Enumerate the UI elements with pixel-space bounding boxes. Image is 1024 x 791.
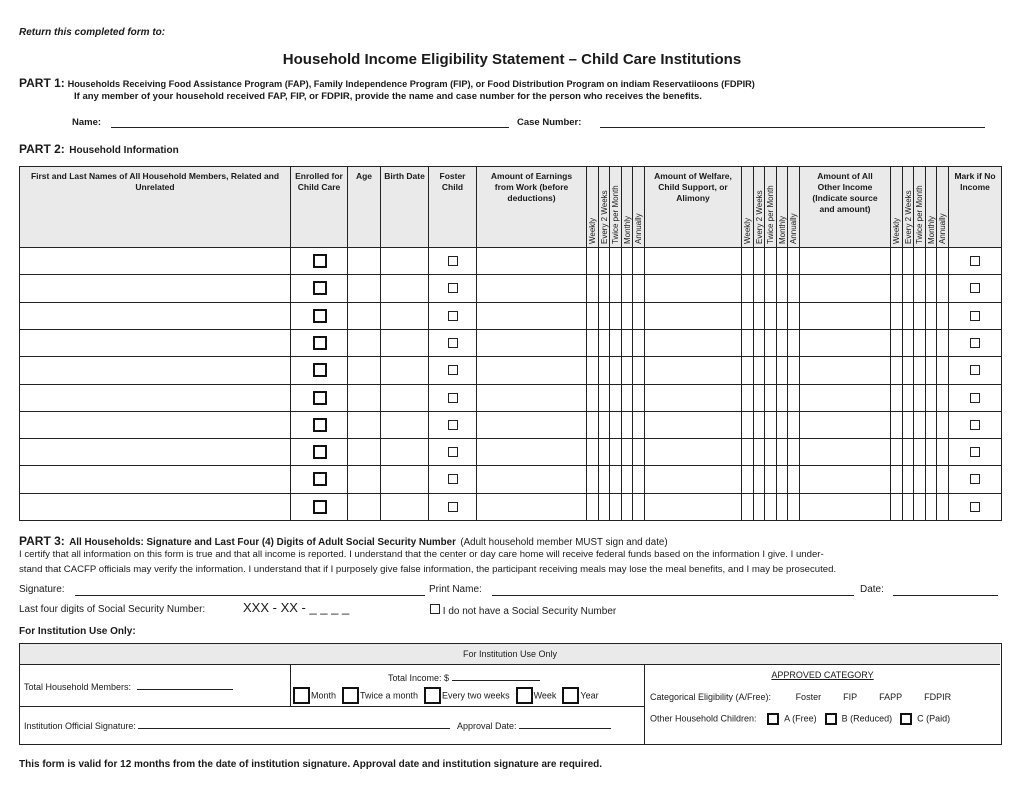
- no-income-checkbox[interactable]: [970, 365, 980, 375]
- other-children-option-label: B (Reduced): [841, 714, 893, 724]
- col-header-age: Age: [348, 167, 381, 247]
- official-signature-cell: [20, 707, 645, 744]
- member-name-cell[interactable]: [23, 277, 288, 298]
- other-children-option-2[interactable]: [900, 713, 950, 723]
- part1-heading-line: [19, 76, 755, 90]
- income-period-label: Month: [311, 690, 337, 701]
- foster-checkbox[interactable]: [448, 365, 458, 375]
- certification-line-2: stand that CACFP officials may verify the information. I understand that if I purposely give false information, the participant receiving meals may lose the meal benefits, and I may be prosecuted.: [19, 564, 837, 575]
- freq-label-welfare-2: Twice per Month: [766, 185, 776, 244]
- foster-checkbox[interactable]: [448, 393, 458, 403]
- freq-label-earnings-1: Every 2 Weeks: [599, 190, 609, 244]
- household-table: [19, 166, 1002, 521]
- table-row-divider: [20, 438, 1001, 439]
- other-children-label: Other Household Children:: [650, 713, 757, 724]
- name-label: Name:: [72, 117, 102, 128]
- total-income-label: Total Income: $: [388, 673, 450, 683]
- categorical-option-3[interactable]: FDPIR: [924, 692, 952, 702]
- col-header-earnings: Amount of Earnings from Work (before deductions): [477, 167, 587, 247]
- foster-checkbox[interactable]: [448, 311, 458, 321]
- freq-header-earnings-1: [599, 167, 611, 247]
- no-ssn-checkbox[interactable]: [430, 604, 440, 614]
- income-period-0[interactable]: [293, 687, 336, 704]
- member-name-cell[interactable]: [23, 332, 288, 353]
- form-title: Household Income Eligibility Statement – Child Care Institutions: [282, 51, 742, 68]
- enrolled-checkbox[interactable]: [313, 445, 327, 459]
- member-name-cell[interactable]: [23, 305, 288, 326]
- foster-checkbox[interactable]: [448, 338, 458, 348]
- official-signature-label: Institution Official Signature:: [24, 721, 136, 731]
- freq-header-welfare-1: [754, 167, 766, 247]
- enrolled-checkbox[interactable]: [313, 472, 327, 486]
- no-income-checkbox[interactable]: [970, 447, 980, 457]
- official-signature-field[interactable]: [138, 728, 450, 729]
- freq-header-earnings-4: [633, 167, 645, 247]
- col-header-welfare: Amount of Welfare, Child Support, or Alimony: [645, 167, 742, 247]
- categorical-eligibility-label: Categorical Eligibility (A/Free):: [650, 692, 772, 702]
- total-income-row: [388, 673, 540, 683]
- freq-label-welfare-0: Weekly: [743, 217, 752, 244]
- freq-label-earnings-2: Twice per Month: [611, 185, 621, 244]
- certification-line-1: I certify that all information on this form is true and that all income is reported. I understand that the center or day care home will receive federal funds based on the information I give. I under-: [19, 549, 824, 560]
- no-income-checkbox[interactable]: [970, 420, 980, 430]
- categorical-option-2[interactable]: FAPP: [879, 692, 903, 702]
- part2-heading-line: [19, 140, 179, 158]
- categorical-option-0[interactable]: Foster: [795, 692, 822, 702]
- approved-category-cell: [645, 665, 1000, 744]
- part3-label: PART 3:: [19, 534, 65, 548]
- col-header-enrolled: Enrolled for Child Care: [291, 167, 348, 247]
- freq-label-other-4: Annually: [938, 213, 948, 244]
- income-period-options: [293, 687, 605, 704]
- income-period-checkbox[interactable]: [424, 687, 441, 704]
- income-period-3[interactable]: [516, 687, 557, 704]
- approval-date-label: Approval Date:: [456, 721, 517, 731]
- freq-label-other-3: Monthly: [926, 215, 936, 244]
- freq-header-welfare-4: [788, 167, 800, 247]
- table-row-divider: [20, 247, 1001, 248]
- other-children-option-1[interactable]: [825, 713, 893, 723]
- categorical-eligibility-row: [650, 692, 951, 702]
- income-period-checkbox[interactable]: [342, 687, 359, 704]
- freq-label-other-0: Weekly: [892, 217, 901, 244]
- income-period-4[interactable]: [562, 687, 598, 704]
- household-members-label: Total Household Members:: [24, 682, 132, 692]
- col-header-other-income: Amount of All Other Income (Indicate source and amount): [800, 167, 891, 247]
- other-children-option-0[interactable]: [767, 713, 817, 723]
- other-children-option-label: C (Paid): [917, 714, 951, 724]
- case-number-label: Case Number:: [517, 117, 582, 128]
- signature-label: Signature:: [19, 584, 65, 595]
- other-children-checkbox[interactable]: [825, 713, 837, 725]
- table-row-divider: [20, 356, 1001, 357]
- member-name-cell[interactable]: [23, 441, 288, 462]
- enrolled-checkbox[interactable]: [313, 309, 327, 323]
- case-number-field[interactable]: [600, 127, 985, 128]
- table-row-divider: [20, 384, 1001, 385]
- foster-checkbox[interactable]: [448, 420, 458, 430]
- income-period-2[interactable]: [424, 687, 510, 704]
- col-header-birth-date: Birth Date: [381, 167, 429, 247]
- total-income-field[interactable]: [452, 680, 540, 681]
- total-income-cell: [291, 665, 645, 707]
- enrolled-checkbox[interactable]: [313, 254, 327, 268]
- no-ssn-label: I do not have a Social Security Number: [442, 606, 617, 617]
- enrolled-checkbox[interactable]: [313, 391, 327, 405]
- no-income-checkbox[interactable]: [970, 283, 980, 293]
- income-period-label: Every two weeks: [442, 690, 510, 701]
- no-income-checkbox[interactable]: [970, 502, 980, 512]
- freq-header-other-3: [926, 167, 938, 247]
- date-field[interactable]: [893, 595, 998, 596]
- freq-label-earnings-0: Weekly: [588, 217, 597, 244]
- enrolled-checkbox[interactable]: [313, 363, 327, 377]
- signature-field[interactable]: [75, 595, 425, 596]
- member-name-cell[interactable]: [23, 468, 288, 489]
- freq-label-earnings-3: Monthly: [622, 215, 632, 244]
- no-ssn-option[interactable]: [430, 604, 616, 617]
- table-row-divider: [20, 411, 1001, 412]
- part3-heading-line: [19, 532, 668, 550]
- institution-box-header: For Institution Use Only: [20, 644, 1000, 665]
- freq-header-earnings-2: [610, 167, 622, 247]
- freq-header-welfare-3: [777, 167, 789, 247]
- income-period-1[interactable]: [342, 687, 418, 704]
- no-income-checkbox[interactable]: [970, 474, 980, 484]
- table-row-divider: [20, 302, 1001, 303]
- freq-label-welfare-3: Monthly: [777, 215, 787, 244]
- institution-section-title: For Institution Use Only:: [19, 626, 136, 637]
- part3-heading: All Households: Signature and Last Four (4) Digits of Adult Social Security Number: [69, 537, 456, 548]
- no-income-checkbox[interactable]: [970, 256, 980, 266]
- col-header-names: First and Last Names of All Household Members, Related and Unrelated: [20, 167, 291, 247]
- table-row-divider: [20, 274, 1001, 275]
- other-children-row: [650, 713, 950, 725]
- print-name-label: Print Name:: [429, 584, 482, 595]
- institution-box: [19, 643, 1002, 745]
- freq-header-other-4: [937, 167, 949, 247]
- name-field[interactable]: [111, 127, 509, 128]
- income-period-checkbox[interactable]: [516, 687, 533, 704]
- part1-heading: Households Receiving Food Assistance Program (FAP), Family Independence Program (FIP), or Food Distribution Program on indiam Reservatiioons (FDPIR): [67, 79, 755, 89]
- freq-header-other-2: [914, 167, 926, 247]
- table-row-divider: [20, 465, 1001, 466]
- part2-heading: Household Information: [69, 145, 179, 156]
- no-income-checkbox[interactable]: [970, 393, 980, 403]
- income-period-label: Twice a month: [360, 690, 419, 701]
- member-name-cell[interactable]: [23, 496, 288, 517]
- enrolled-checkbox[interactable]: [313, 500, 327, 514]
- freq-label-other-2: Twice per Month: [915, 185, 925, 244]
- part1-label: PART 1:: [19, 76, 65, 90]
- foster-checkbox[interactable]: [448, 502, 458, 512]
- household-members-field[interactable]: [137, 689, 233, 690]
- member-name-cell[interactable]: [23, 359, 288, 380]
- household-members-cell: [20, 665, 291, 707]
- freq-header-other-1: [903, 167, 915, 247]
- freq-header-other-0: [891, 167, 903, 247]
- other-children-checkbox[interactable]: [900, 713, 912, 725]
- member-name-cell[interactable]: [23, 414, 288, 435]
- col-header-no-income: Mark if No Income: [949, 167, 1001, 247]
- freq-label-welfare-4: Annually: [789, 213, 799, 244]
- no-income-checkbox[interactable]: [970, 338, 980, 348]
- other-children-checkbox[interactable]: [767, 713, 779, 725]
- ssn-label: Last four digits of Social Security Number:: [19, 604, 206, 615]
- freq-label-other-1: Every 2 Weeks: [903, 190, 913, 244]
- income-period-checkbox[interactable]: [293, 687, 310, 704]
- freq-header-welfare-0: [742, 167, 754, 247]
- foster-checkbox[interactable]: [448, 256, 458, 266]
- income-period-checkbox[interactable]: [562, 687, 579, 704]
- freq-label-welfare-1: Every 2 Weeks: [754, 190, 764, 244]
- footer-note: This form is valid for 12 months from the date of institution signature. Approval date and institution signature are required.: [19, 759, 603, 770]
- income-period-label: Week: [533, 690, 557, 701]
- approved-category-title: APPROVED CATEGORY: [771, 670, 874, 680]
- no-income-checkbox[interactable]: [970, 311, 980, 321]
- table-row-divider: [20, 329, 1001, 330]
- freq-label-earnings-4: Annually: [634, 213, 644, 244]
- foster-checkbox[interactable]: [448, 447, 458, 457]
- enrolled-checkbox[interactable]: [313, 281, 327, 295]
- ssn-field[interactable]: XXX - XX - _ _ _ _: [243, 600, 350, 615]
- enrolled-checkbox[interactable]: [313, 418, 327, 432]
- income-period-label: Year: [580, 690, 599, 701]
- freq-header-earnings-0: [587, 167, 599, 247]
- enrolled-checkbox[interactable]: [313, 336, 327, 350]
- part3-note: (Adult household member MUST sign and date): [460, 537, 668, 548]
- other-children-option-label: A (Free): [784, 714, 817, 724]
- member-name-cell[interactable]: [23, 250, 288, 271]
- categorical-option-1[interactable]: FIP: [843, 692, 858, 702]
- print-name-field[interactable]: [492, 595, 854, 596]
- return-note: Return this completed form to:: [19, 27, 166, 38]
- part2-label: PART 2:: [19, 142, 65, 156]
- col-header-foster: Foster Child: [429, 167, 477, 247]
- foster-checkbox[interactable]: [448, 474, 458, 484]
- approval-date-field[interactable]: [519, 728, 611, 729]
- freq-header-earnings-3: [622, 167, 634, 247]
- table-row-divider: [20, 493, 1001, 494]
- freq-header-welfare-2: [765, 167, 777, 247]
- part1-instruction: If any member of your household received FAP, FIP, or FDPIR, provide the name and case number for the person who receives the benefits.: [74, 91, 702, 102]
- foster-checkbox[interactable]: [448, 283, 458, 293]
- member-name-cell[interactable]: [23, 387, 288, 408]
- date-label: Date:: [860, 584, 884, 595]
